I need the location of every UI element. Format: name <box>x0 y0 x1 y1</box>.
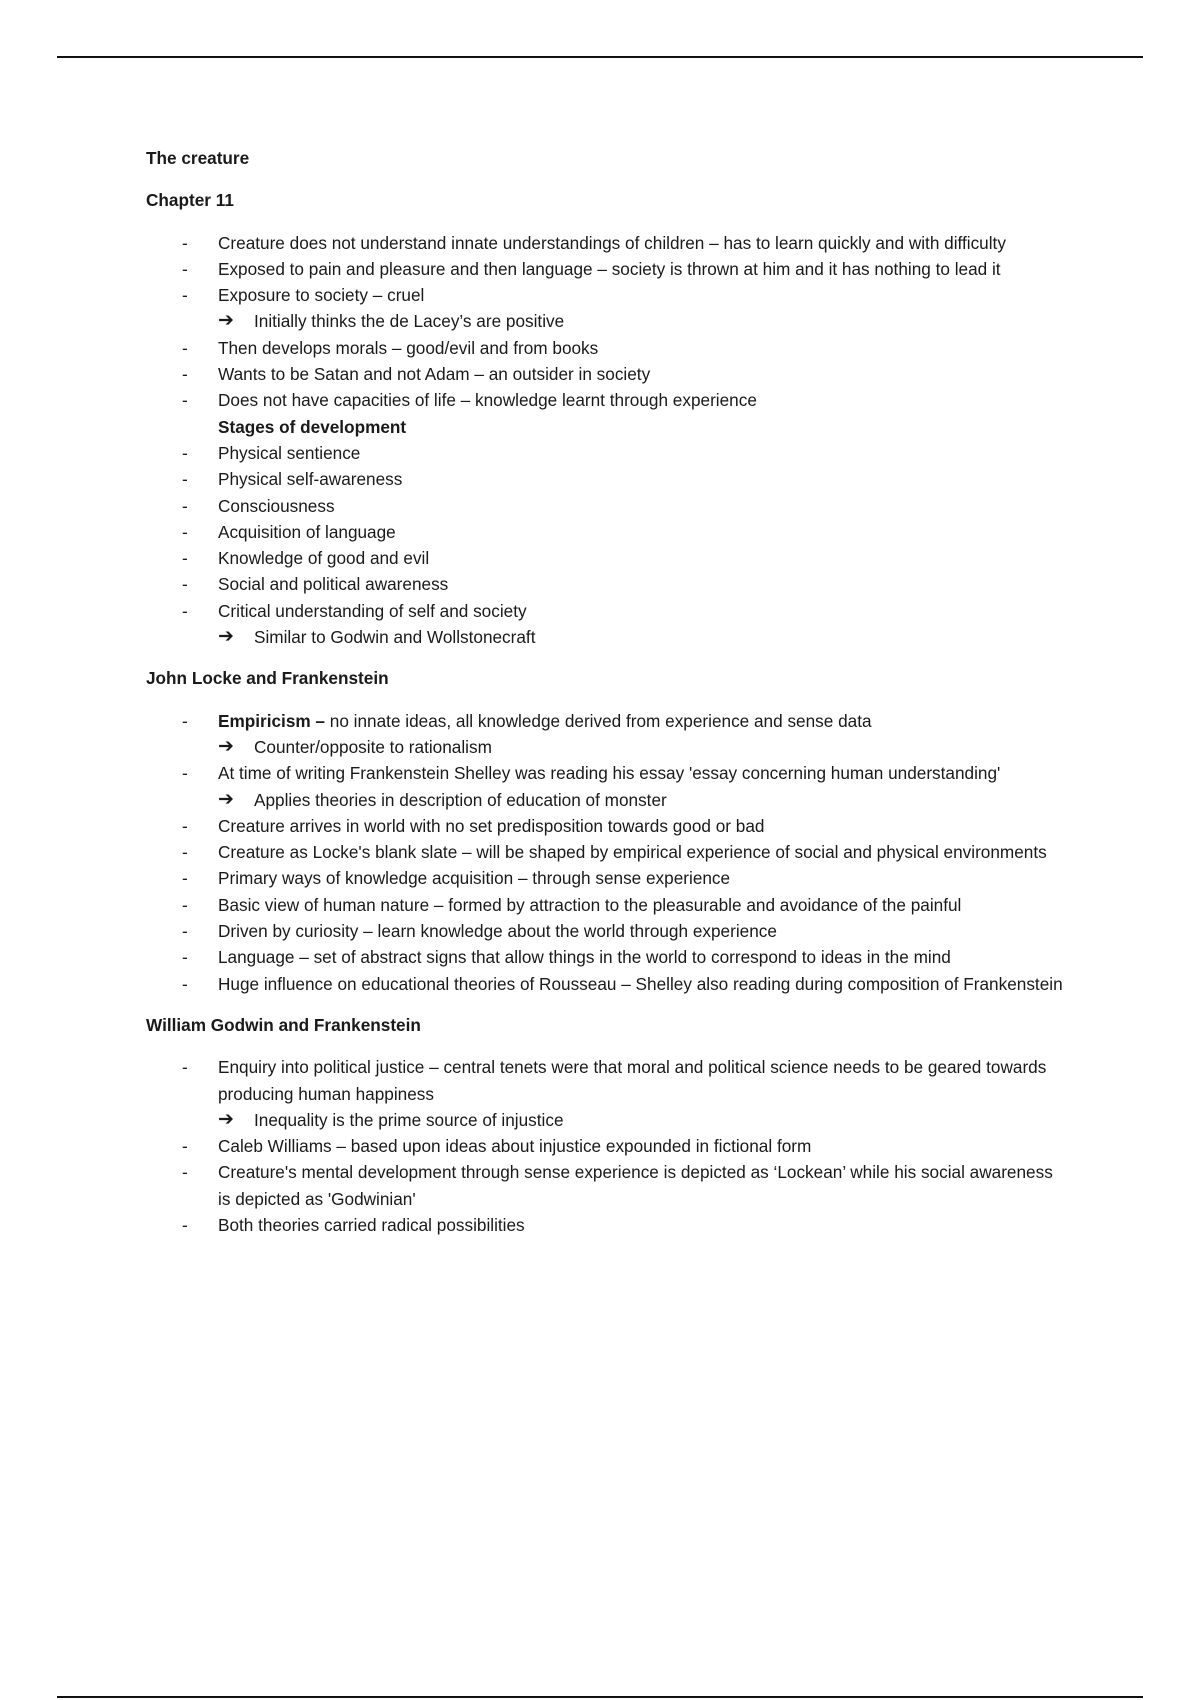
list-item: - Enquiry into political justice – central tenets were that moral and political science needs to be geared towards producing human happiness <box>146 1054 1066 1107</box>
arrow-right-icon: ➔ <box>218 1108 234 1130</box>
arrow-right-icon: ➔ <box>218 735 234 757</box>
arrow-list-item <box>146 308 1066 334</box>
john-locke-list <box>146 708 1066 997</box>
page-top-rule <box>57 56 1143 58</box>
list-item: - Huge influence on educational theories of Rousseau – Shelley also reading during composition of Frankenstein <box>146 971 1066 997</box>
arrow-list-item <box>146 624 1066 650</box>
list-item: - Wants to be Satan and not Adam – an outsider in society <box>146 361 1066 387</box>
list-item: - Physical sentience <box>146 440 1066 466</box>
list-item: - At time of writing Frankenstein Shelley was reading his essay 'essay concerning human understanding' <box>146 760 1066 786</box>
list-item: - Caleb Williams – based upon ideas about injustice expounded in fictional form <box>146 1133 1066 1159</box>
empiricism-term: Empiricism – <box>218 710 325 731</box>
arrow-list-item <box>146 734 1066 760</box>
section-heading-chapter-11: Chapter 11 <box>146 190 234 211</box>
list-item: - Then develops morals – good/evil and from books <box>146 335 1066 361</box>
arrow-item-text: Counter/opposite to rationalism <box>254 736 492 757</box>
list-item: - Social and political awareness <box>146 571 1066 597</box>
arrow-item-text: Similar to Godwin and Wollstonecraft <box>254 627 536 648</box>
arrow-list-item <box>146 1107 1066 1133</box>
list-item <box>146 708 1066 734</box>
chapter-11-list <box>146 230 1066 651</box>
list-item: - Driven by curiosity – learn knowledge about the world through experience <box>146 918 1066 944</box>
list-item: - Does not have capacities of life – knowledge learnt through experience <box>146 387 1066 413</box>
list-item: - Exposure to society – cruel <box>146 282 1066 308</box>
arrow-item-text: Applies theories in description of education of monster <box>254 789 667 810</box>
list-item: - Both theories carried radical possibilities <box>146 1212 1066 1238</box>
arrow-right-icon: ➔ <box>218 788 234 810</box>
section-heading-john-locke: John Locke and Frankenstein <box>146 668 389 689</box>
list-item: - Knowledge of good and evil <box>146 545 1066 571</box>
list-item: - Creature's mental development through sense experience is depicted as ‘Lockean’ while his social awareness is depicted as 'Godwinian' <box>146 1159 1066 1212</box>
document-title: The creature <box>146 148 250 168</box>
list-item: - Primary ways of knowledge acquisition – through sense experience <box>146 865 1066 891</box>
list-item: - Creature arrives in world with no set predisposition towards good or bad <box>146 813 1066 839</box>
list-item: - Creature does not understand innate understandings of children – has to learn quickly and with difficulty <box>146 230 1066 256</box>
arrow-item-text: Initially thinks the de Lacey’s are positive <box>254 311 565 332</box>
list-item: - Consciousness <box>146 493 1066 519</box>
list-item: - Creature as Locke's blank slate – will be shaped by empirical experience of social and physical environments <box>146 839 1066 865</box>
list-item: - Basic view of human nature – formed by attraction to the pleasurable and avoidance of the painful <box>146 892 1066 918</box>
empiricism-definition: no innate ideas, all knowledge derived from experience and sense data <box>325 710 872 731</box>
list-item: - Language – set of abstract signs that allow things in the world to correspond to ideas in the mind <box>146 944 1066 970</box>
list-item: - Acquisition of language <box>146 519 1066 545</box>
stages-of-development-subheading: Stages of development <box>218 416 407 437</box>
william-godwin-list <box>146 1054 1066 1238</box>
document-body <box>146 145 1066 1238</box>
page-bottom-rule <box>57 1696 1143 1698</box>
section-heading-william-godwin: William Godwin and Frankenstein <box>146 1014 421 1035</box>
arrow-item-text: Inequality is the prime source of injustice <box>254 1109 564 1130</box>
list-item: - Exposed to pain and pleasure and then language – society is thrown at him and it has nothing to lead it <box>146 256 1066 282</box>
arrow-right-icon: ➔ <box>218 626 234 648</box>
list-item: - Physical self-awareness <box>146 466 1066 492</box>
arrow-right-icon: ➔ <box>218 310 234 332</box>
arrow-list-item <box>146 787 1066 813</box>
list-item: - Critical understanding of self and society <box>146 598 1066 624</box>
